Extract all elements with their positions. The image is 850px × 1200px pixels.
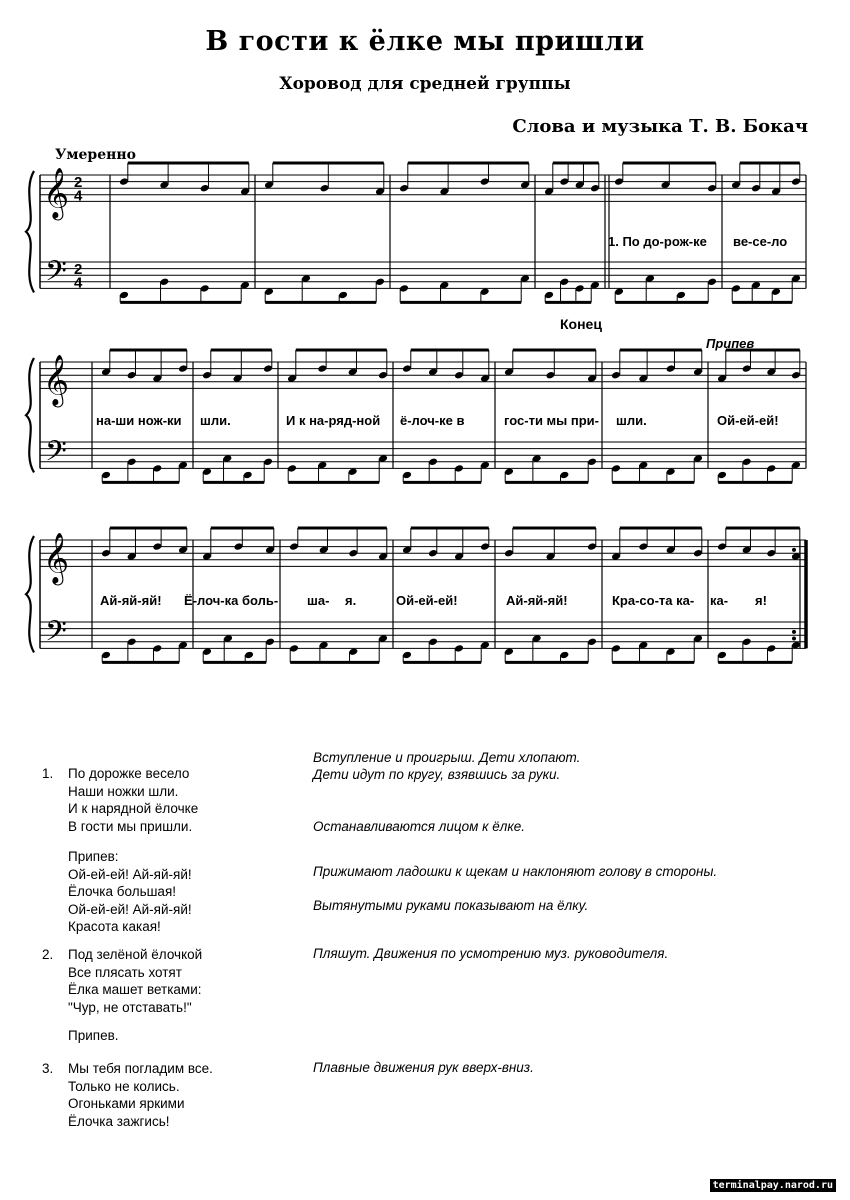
verse-3-number: 3. (42, 1061, 54, 1076)
treble-clef: 𝄞 (43, 168, 70, 218)
lyric-s3-7: Кра-со-та ка- (612, 593, 695, 608)
instruction-stop: Останавливаются лицом к ёлке. (313, 819, 525, 834)
lyric-s2-7: Ой-ей-ей! (717, 413, 779, 428)
lyric-s2-6: шли. (616, 413, 647, 428)
lyrics-and-instructions (0, 735, 850, 1155)
instruction-intro: Вступление и проигрыш. Дети хлопают. (313, 750, 581, 765)
verse-1 (42, 765, 198, 835)
site-watermark: terminalpay.narod.ru (710, 1179, 836, 1192)
tempo-marking: Умеренно (55, 147, 136, 163)
lyric-s3-4: я. (345, 593, 357, 608)
instruction-verse3: Плавные движения рук вверх-вниз. (313, 1060, 534, 1075)
time-sig-top: 2 (74, 261, 83, 279)
repeat-dot (792, 548, 796, 552)
verse-3 (42, 1060, 213, 1130)
system-brace (26, 171, 34, 292)
verse-3-line-2: Только не колись. (68, 1078, 180, 1094)
pripev-repeat-label: Припев. (68, 1028, 119, 1043)
system-brace (26, 358, 34, 472)
pripev-repeat (42, 1027, 119, 1045)
konets-label: Конец (560, 316, 602, 332)
bass-clef: 𝄢 (45, 615, 67, 654)
lyric-s1-2: ве-се-ло (733, 234, 788, 249)
lyric-s2-2: шли. (200, 413, 231, 428)
instruction-verse1: Дети идут по кругу, взявшись за руки. (313, 767, 561, 782)
treble-clef: 𝄞 (43, 533, 70, 583)
repeat-dot (792, 637, 796, 641)
chorus (42, 848, 192, 936)
verse-1-number: 1. (42, 766, 54, 781)
verse-2-line-1: Под зелёной ёлочкой (68, 947, 203, 962)
bass-clef: 𝄢 (45, 435, 67, 474)
instruction-verse2: Пляшут. Движения по усмотрению муз. руководителя. (313, 946, 669, 961)
song-title: В гости к ёлке мы пришли (205, 26, 645, 57)
lyric-s3-8: ка- (710, 593, 729, 608)
system-brace (26, 536, 34, 652)
song-author: Слова и музыка Т. В. Бокач (512, 116, 808, 137)
lyric-s3-9: я! (755, 593, 767, 608)
verse-1-line-1: По дорожке весело (68, 766, 190, 781)
verse-2-line-2: Все плясать хотят (68, 964, 182, 980)
verse-1-line-3: И к нарядной ёлочке (68, 801, 199, 816)
chorus-line-2: Ой-ей-ей! Ай-яй-яй! (68, 866, 192, 882)
lyric-s3-2: Ё-лоч-ка боль- (184, 593, 279, 608)
verse-3-line-1: Мы тебя погладим все. (68, 1061, 213, 1076)
chorus-line-5: Красота какая! (68, 919, 161, 934)
lyric-s3-6: Ай-яй-яй! (506, 593, 568, 608)
instruction-chorus-show: Вытянутыми руками показывают на ёлку. (313, 898, 589, 913)
lyric-s2-5: гос-ти мы при- (504, 413, 599, 428)
verse-3-line-3: Огоньками яркими (68, 1096, 185, 1111)
chorus-line-1: Припев: (68, 849, 119, 864)
treble-clef: 𝄞 (43, 355, 70, 405)
lyric-s3-1: Ай-яй-яй! (100, 593, 162, 608)
verse-2 (42, 946, 202, 1016)
bass-clef: 𝄢 (45, 255, 67, 294)
repeat-dot (792, 630, 796, 634)
time-sig-bottom: 4 (74, 187, 83, 205)
time-sig-bottom: 4 (74, 274, 83, 292)
instruction-chorus-move: Прижимают ладошки к щекам и наклоняют голову в стороны. (313, 864, 718, 879)
lyric-s3-5: Ой-ей-ей! (396, 593, 458, 608)
verse-2-line-4: "Чур, не отставать!" (68, 999, 192, 1015)
lyric-s1-1: 1. По до-рож-ке (608, 234, 707, 249)
time-sig-top: 2 (74, 174, 83, 192)
lyric-s2-3: И к на-ряд-ной (286, 413, 381, 428)
chorus-line-3: Ёлочка большая! (68, 884, 176, 899)
verse-3-line-4: Ёлочка зажгись! (68, 1113, 170, 1129)
lyric-s2-4: ё-лоч-ке в (400, 413, 465, 428)
verse-2-number: 2. (42, 947, 54, 962)
song-subtitle: Хоровод для средней группы (279, 74, 571, 94)
lyric-s2-1: на-ши нож-ки (96, 413, 182, 428)
verse-1-line-4: В гости мы пришли. (68, 818, 193, 834)
pripev-label: Припев (706, 336, 755, 351)
chorus-line-4: Ой-ей-ей! Ай-яй-яй! (68, 901, 192, 917)
verse-1-line-2: Наши ножки шли. (68, 783, 179, 799)
lyric-s3-3: ша- (307, 593, 330, 608)
verse-2-line-3: Ёлка машет ветками: (68, 982, 202, 997)
